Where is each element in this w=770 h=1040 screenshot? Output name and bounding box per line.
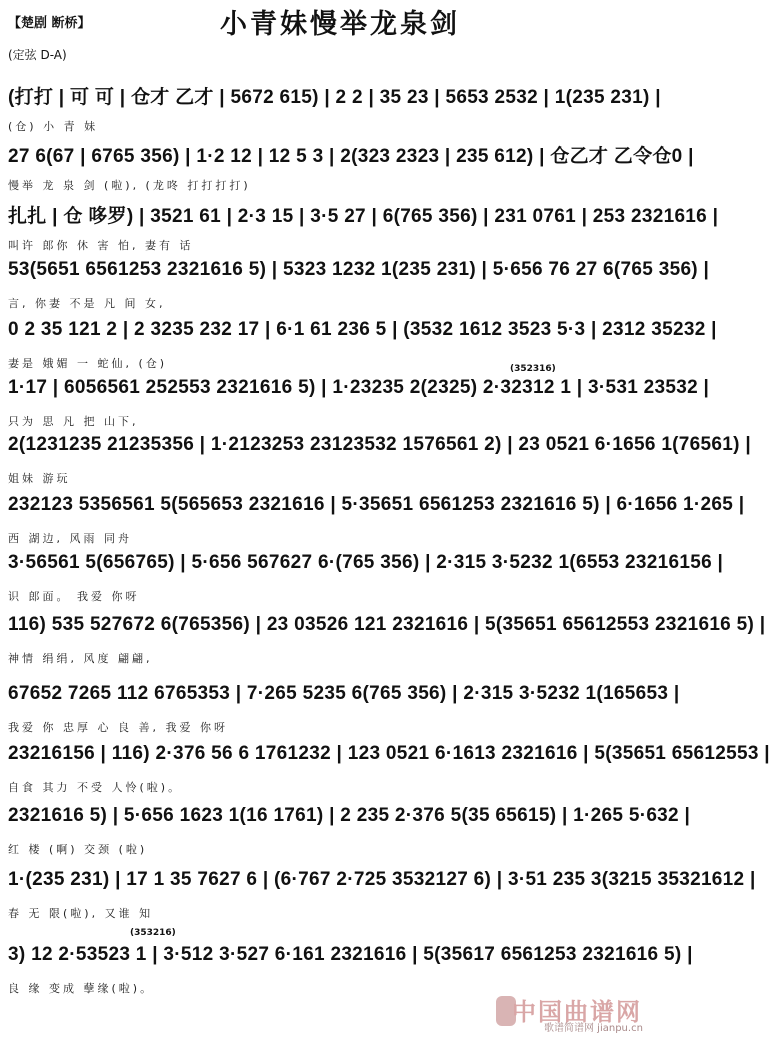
lyrics-line: 红 楼 (啊) 交颈 (啦) [8, 843, 148, 856]
lyrics-line: 识 郎面。 我爱 你呀 [8, 590, 140, 603]
notation-line: 扎扎 | 仓 哆罗) | 3521 61 | 2·3 15 | 3·5 27 | 6(765 356) | 231 0761 | 253 2321616 | [8, 206, 719, 227]
notation-line: 3·56561 5(656765) | 5·656 567627 6·(765 356) | 2·315 3·5232 1(6553 23216156 | [8, 552, 724, 573]
lyrics-line: 言, 你妻 不是 凡 间 女, [8, 297, 166, 310]
watermark-logo [498, 992, 670, 1036]
notation-line: 3) 12 2·53523 1 | 3·512 3·527 6·161 2321616 | 5(35617 6561253 2321616 5) | [8, 944, 693, 965]
opera-source: 【楚剧 断桥】 [8, 16, 91, 31]
notation-line: 2(1231235 21235356 | 1·2123253 23123532 1576561 2) | 23 0521 6·1656 1(76561) | [8, 434, 751, 455]
lyrics-line: 神情 绢绢, 风度 翩翩, [8, 652, 153, 665]
notation-line: 116) 535 527672 6(765356) | 23 03526 121 2321616 | 5(35651 65612553 2321616 5) | [8, 614, 766, 635]
notation-line: 1·17 | 6056561 252553 2321616 5) | 1·23235 2(2325) 2·32312 1 | 3·531 23532 | [8, 377, 710, 398]
lyrics-line: 我爱 你 忠厚 心 良 善, 我爱 你呀 [8, 721, 228, 734]
notation-line: 2321616 5) | 5·656 1623 1(16 1761) | 2 235 2·376 5(35 65615) | 1·265 5·632 | [8, 805, 691, 826]
notation-line: 53(5651 6561253 2321616 5) | 5323 1232 1(235 231) | 5·656 76 27 6(765 356) | [8, 259, 710, 280]
notation-line: (打打 | 可 可 | 仓才 乙才 | 5672 615) | 2 2 | 35 23 | 5653 2532 | 1(235 231) | [8, 87, 661, 108]
lyrics-line: 姐妹 游玩 [8, 472, 71, 485]
notation-line: 1·(235 231) | 17 1 35 7627 6 | (6·767 2·725 3532127 6) | 3·51 235 3(3215 35321612 | [8, 869, 756, 890]
watermark-text: 中国曲谱网 [512, 998, 642, 1026]
notation-line: 27 6(67 | 6765 356) | 1·2 12 | 12 5 3 | 2(323 2323 | 235 612) | 仓乙才 乙令仓0 | [8, 146, 694, 167]
notation-line: 0 2 35 121 2 | 2 3235 232 17 | 6·1 61 236 5 | (3532 1612 3523 5·3 | 2312 35232 | [8, 319, 717, 340]
lyrics-line: 良 缘 变成 孽缘(啦)。 [8, 982, 155, 995]
notation-line: 232123 5356561 5(565653 2321616 | 5·35651 6561253 2321616 5) | 6·1656 1·265 | [8, 494, 745, 515]
lyrics-line: (仓) 小 青 妹 [8, 120, 99, 133]
watermark-url: 歌谱简谱网 jianpu.cn [544, 1023, 643, 1034]
lyrics-line: 慢举 龙 泉 剑 (啦), (龙咚 打打打打) [8, 179, 251, 192]
tuning-key: (定弦 D-A) [8, 48, 67, 62]
lyrics-line: 叫许 郎你 休 害 怕, 妻有 话 [8, 239, 194, 252]
lyrics-line: 西 湖边, 风雨 同舟 [8, 532, 132, 545]
fermata-annotation: (353216) [130, 928, 176, 938]
score-title: 小青妹慢举龙泉剑 [220, 9, 460, 40]
notation-line: 23216156 | 116) 2·376 56 6 1761232 | 123 0521 6·1613 2321616 | 5(35651 65612553 | [8, 743, 770, 764]
lyrics-line: 自食 其力 不受 人怜(啦)。 [8, 781, 183, 794]
lyrics-line: 春 无 限(啦), 又谁 知 [8, 907, 154, 920]
notation-line: 67652 7265 112 6765353 | 7·265 5235 6(765 356) | 2·315 3·5232 1(165653 | [8, 683, 680, 704]
lyrics-line: 只为 思 凡 把 山下, [8, 415, 139, 428]
lyrics-line: 妻是 娥媚 一 蛇仙, (仓) [8, 357, 168, 370]
fermata-annotation: (352316) [510, 364, 556, 374]
